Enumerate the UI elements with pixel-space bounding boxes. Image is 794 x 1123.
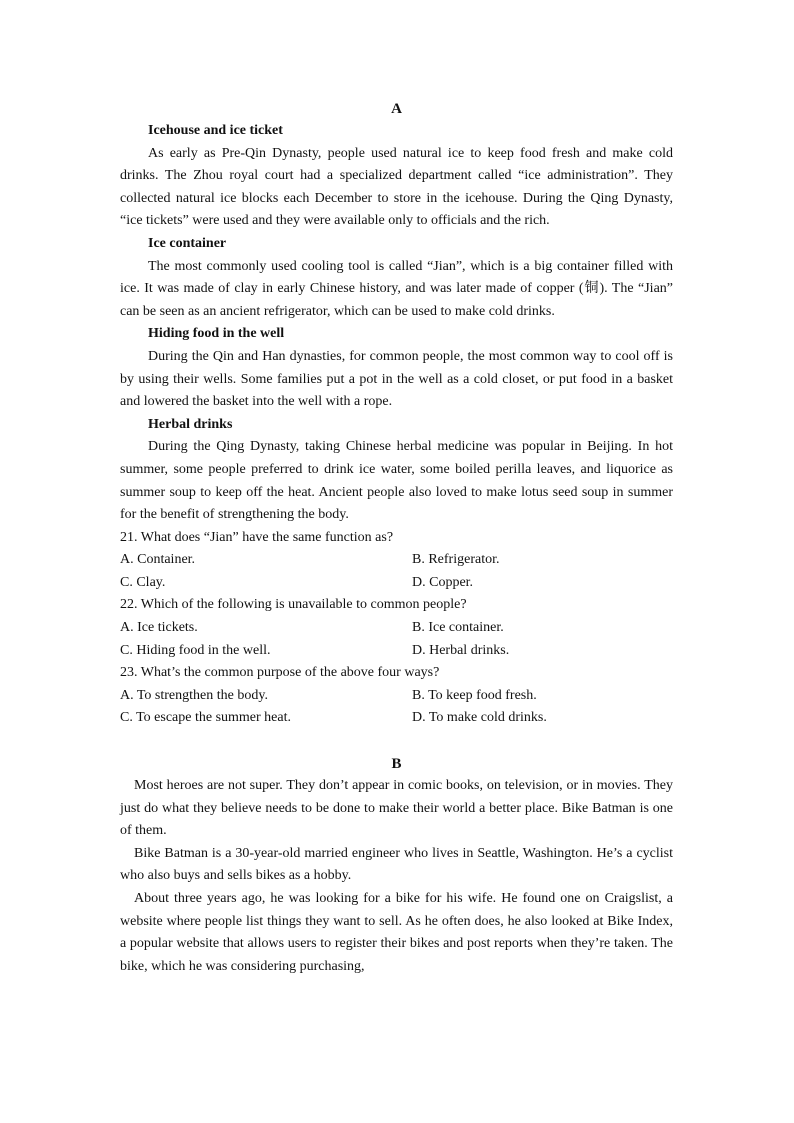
option-c: C. Clay. — [120, 574, 166, 590]
passage-b-paragraph-1: Most heroes are not super. They don’t appear in comic books, on television, or in movies. They just do what they believe needs to be done to make their world a better place. Bike Batman is one of them. — [120, 778, 673, 839]
question-options — [120, 685, 673, 730]
option-a: A. Container. — [120, 552, 196, 568]
question-options — [120, 549, 673, 594]
option-b: B. Refrigerator. — [412, 552, 500, 568]
option-d: D. Herbal drinks. — [412, 642, 510, 658]
passage-paragraph: As early as Pre-Qin Dynasty, people used natural ice to keep food fresh and make cold drinks. The Zhou royal court had a specialized department called “ice administration”. They collected natural ice blocks each December to store in the icehouse. During the Qing Dynasty, “ice tickets” were used and they were available only to officials and the rich. — [120, 145, 673, 229]
passage-block-well — [120, 323, 673, 413]
option-a: A. Ice tickets. — [120, 620, 198, 636]
question-23 — [120, 662, 673, 730]
option-a: A. To strengthen the body. — [120, 687, 268, 703]
passage-heading: Icehouse and ice ticket — [148, 123, 283, 138]
question-21 — [120, 527, 673, 595]
passage-block-herbal — [120, 414, 673, 527]
question-stem: 23. What’s the common purpose of the above four ways? — [120, 665, 440, 681]
passage-heading: Hiding food in the well — [148, 326, 285, 342]
option-c: C. Hiding food in the well. — [120, 642, 271, 658]
passage-paragraph: During the Qin and Han dynasties, for common people, the most common way to cool off is by using their wells. Some families put a pot in the well as a cold closet, or put food in a basket and lowered the basket into the well with a rope. — [120, 348, 673, 410]
passage-block-ice-container — [120, 233, 673, 323]
option-d: D. Copper. — [412, 574, 474, 590]
passage-block-icehouse — [120, 120, 673, 233]
option-c: C. To escape the summer heat. — [120, 710, 291, 726]
question-options — [120, 617, 673, 662]
passage-heading: Herbal drinks — [148, 416, 233, 432]
question-stem: 22. Which of the following is unavailable to common people? — [120, 597, 467, 613]
passage-heading: Ice container — [148, 235, 227, 251]
passage-paragraph: The most commonly used cooling tool is called “Jian”, which is a big container filled with ice. It was made of clay in early Chinese history, and was later made of copper (铜). The “Jian” can be seen as an ancient refrigerator, which can be used to make cold drinks. — [120, 258, 673, 319]
option-d: D. To make cold drinks. — [412, 710, 547, 726]
question-22 — [120, 594, 673, 662]
section-a-title: A — [391, 101, 402, 117]
section-b-title: B — [391, 756, 402, 773]
option-b: B. To keep food fresh. — [412, 687, 537, 703]
passage-b-paragraph-3: About three years ago, he was looking for a bike for his wife. He found one on Craigslist, a website where people list things they want to sell. As he often does, he also looked at Bike Index, a popular website that allows users to register their bikes and post reports when they’re taken. The bike, which he was considering purchasing, — [120, 891, 673, 974]
exam-page — [120, 98, 673, 978]
passage-b-paragraph-2: Bike Batman is a 30-year-old married engineer who lives in Seattle, Washington. He’s a cyclist who also buys and sells bikes as a hobby. — [120, 845, 673, 884]
option-b: B. Ice container. — [412, 620, 504, 636]
passage-paragraph: During the Qing Dynasty, taking Chinese herbal medicine was popular in Beijing. In hot summer, some people preferred to drink ice water, some boiled perilla leaves, and liquorice as summer soup to keep off the heat. Ancient people also loved to make lotus seed soup in summer for the benefit of strengthening the body. — [120, 439, 673, 523]
section-spacer — [120, 730, 673, 753]
question-stem: 21. What does “Jian” have the same function as? — [120, 529, 394, 545]
